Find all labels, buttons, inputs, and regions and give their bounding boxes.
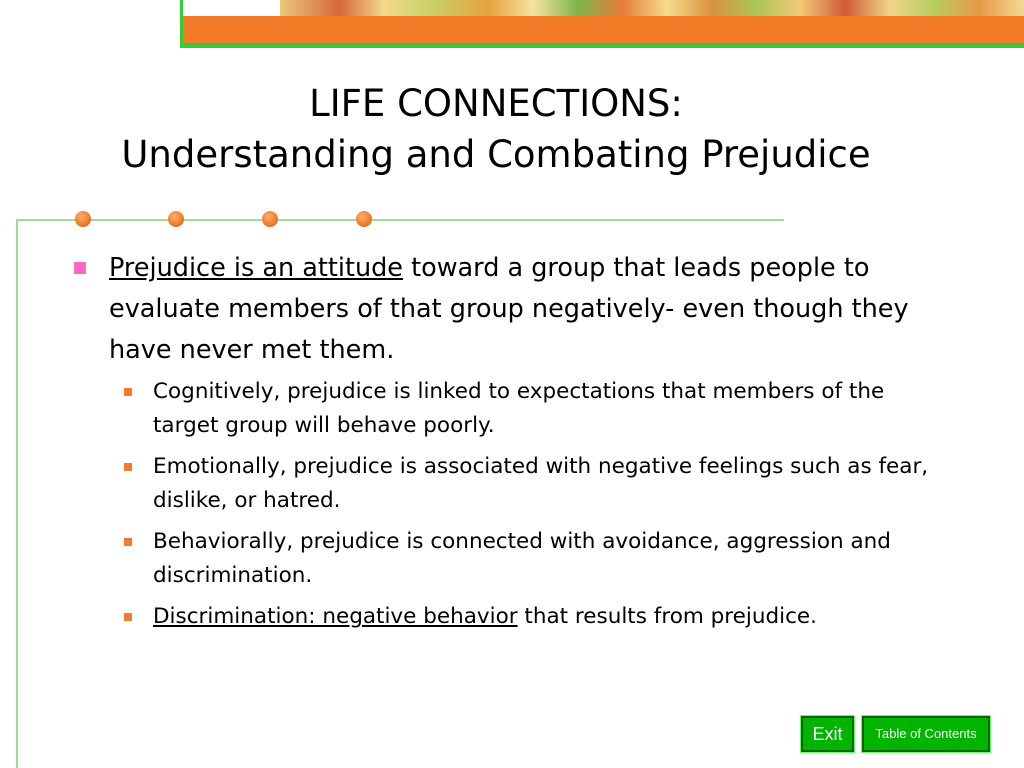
decorative-banner-image (280, 0, 1024, 16)
sub-bullet-text: Emotionally, prejudice is associated with negative feelings such as fear, dislike, or hatred. (153, 454, 929, 513)
main-bullet (72, 248, 952, 371)
sub-bullet-discrimination (109, 600, 952, 634)
header-green-line (180, 43, 1024, 48)
header-green-vertical-line (180, 0, 183, 48)
orange-dot-icon (75, 211, 91, 227)
orange-square-bullet-icon (124, 388, 132, 396)
orange-square-bullet-icon (124, 538, 132, 546)
orange-dot-icon (168, 211, 184, 227)
orange-dot-icon (356, 211, 372, 227)
sub-bullet-text: Cognitively, prejudice is linked to expectations that members of the target group will behave poorly. (153, 379, 885, 438)
sub-bullet-cognitive (109, 375, 952, 443)
slide-title-line-1: LIFE CONNECTIONS: (309, 82, 683, 125)
main-bullet-text: toward a group that leads people to evaluate members of that group negatively- even though they have never met them. (109, 253, 909, 365)
pink-square-bullet-icon (74, 262, 86, 274)
left-rule-line (16, 219, 18, 768)
slide-title-line-2: Understanding and Combating Prejudice (121, 133, 871, 176)
title-divider (16, 219, 784, 221)
main-bullet-term: Prejudice is an attitude (109, 253, 403, 283)
orange-square-bullet-icon (124, 463, 132, 471)
table-of-contents-button[interactable]: Table of Contents (862, 716, 990, 752)
orange-square-bullet-icon (124, 613, 132, 621)
sub-bullet-text: that results from prejudice. (517, 604, 817, 629)
sub-bullet-list (109, 375, 952, 634)
slide-title (40, 78, 952, 180)
sub-bullet-behavioral (109, 525, 952, 593)
sub-bullet-text: Behaviorally, prejudice is connected with avoidance, aggression and discrimination. (153, 529, 891, 588)
sub-bullet-term: Discrimination: negative behavior (153, 604, 518, 629)
slide-content (72, 248, 952, 641)
sub-bullet-emotional (109, 450, 952, 518)
orange-dot-icon (262, 211, 278, 227)
exit-button[interactable]: Exit (801, 716, 854, 752)
header-orange-bar (180, 16, 1024, 43)
